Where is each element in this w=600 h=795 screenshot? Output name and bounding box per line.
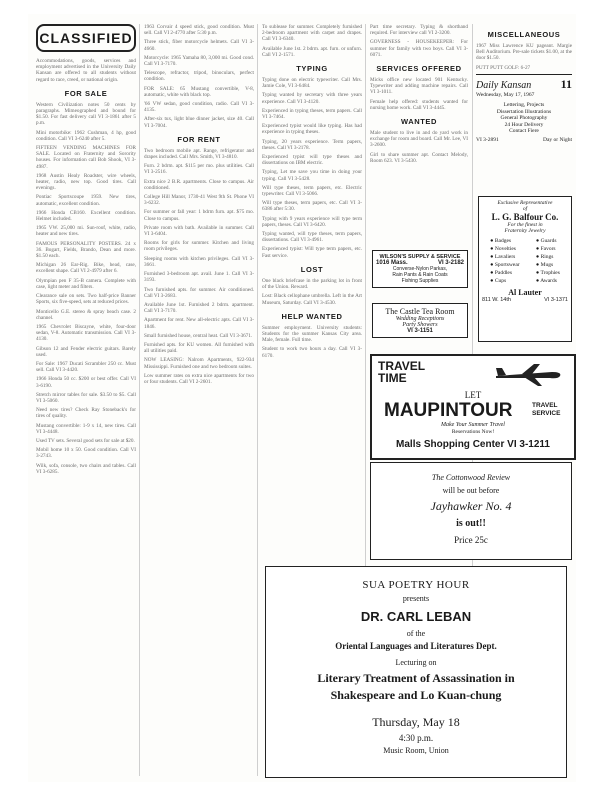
travel-time: TRAVEL TIME [378,359,425,385]
list-item: Furnished apts. for KU women. All furnished with all utilities paid. [144,341,254,355]
masthead [476,74,572,92]
list-item: ● Awards [535,278,557,284]
list-item: Mobil home 10 x 50. Good condition. Call VI 3-2743. [36,447,136,460]
section-heading-for-rent: FOR RENT [177,134,221,144]
airplane-icon [494,362,564,388]
maupintour-ad [370,354,576,460]
list-item: After-six tux, light blue dinner jacket, size 40. Call VI 3-7004. [144,116,254,129]
masthead-date: Wednesday, May 17, 1967 [476,91,535,98]
poetry-title: SUA POETRY HOUR [362,579,470,591]
poetry-lecturing: Lecturing on [395,658,437,667]
section-heading-services: SERVICES OFFERED [376,64,462,74]
list-item: Olympian pen F 35-B camera. Complete with case, light meter and filters. [36,277,136,290]
list-item: ● Lavaliers [490,254,516,260]
wilsons-phone: VI 3-2182 [437,260,464,266]
wilsons-ad [372,250,468,288]
list-item: PUTT PUTT GOLF: 6-27 [476,64,531,71]
list-item: Clearance sale on sets. Two half-price Banner Sports, six five-speed, sets at reduced prices. [36,293,136,306]
poetry-presents: presents [402,594,430,603]
list-item: Pontiac Sportscoupe 1959. New tires, automatic, excellent condition. [36,194,136,207]
column-3 [262,24,362,562]
travel-location: Malls Shopping Center VI 3-1211 [396,439,550,450]
service-line: 24 Hour Delivery [504,121,544,128]
list-item: Typing wanted, will type theses, term papers, dissertations. Call VI 3-4961. [262,231,362,244]
list-item: Will type theses, term papers, etc. Call VI 3-6386 after 5:30. [262,200,362,213]
cottonwood-line: The Cottonwood Review [431,473,511,482]
list-item: Three stick, fiber motorcycle helmets. Call VI 3-4660. [144,39,254,52]
list-item: Typing with 9 years experience will type term papers, theses. Call VI 3-6420. [262,215,362,228]
list-item: Girl to share summer apt. Contact Melody, Room 623. VI 3-5430. [370,151,468,164]
balfour-items [482,237,568,285]
service-phone: VI 3-2891 [476,136,499,143]
list-item: Experienced typist will type theses and dissertations on IBM electric. [262,154,362,167]
column-4 [370,24,468,342]
list-item: Student to work two hours a day. Call VI 3-6170. [262,346,362,359]
balfour-of: of [522,206,528,212]
service-line: Lettering, Projects [503,102,545,109]
travel-service: TRAVEL SERVICE [532,402,561,417]
section-heading-help-wanted: HELP WANTED [281,311,343,321]
balfour-name: L. G. Balfour Co. [491,212,559,222]
balfour-contact [482,297,568,303]
service-line: Dissertation Illustrations [496,108,552,115]
list-item: Sleeping rooms with kitchen privileges. Call VI 3-3661. [144,255,254,268]
classified-intro: Accommodations, goods, services and employment advertised in the University Daily Kansan are offered to all students without regard to race, creed, or national origin. [36,58,136,83]
tearoom-phone: VI 3-1151 [407,328,433,334]
poetry-of: of the [406,629,426,638]
tearoom-name: The Castle Tea Room [385,307,455,316]
cottonwood-ad [370,462,572,560]
poetry-dept: Oriental Languages and Literatures Dept. [335,641,497,651]
poetry-hour-ad [265,566,567,778]
cottonwood-line: is out!! [456,518,486,529]
wilsons-line: Converse-Nylon Parkas, [392,266,448,272]
newspaper-page [28,14,576,782]
for-sale-list [36,102,136,475]
section-heading-for-sale: FOR SALE [64,88,108,98]
travel-slogan: Make Your Summer Travel [441,422,505,428]
list-item: For summer or fall year: 1 bdrm furn. apt. $75 mo. Close to campus. [144,209,254,222]
masthead-name: Daily Kansan [476,79,532,91]
list-item: ● Paddles [490,270,512,276]
list-item: ● Rings [535,254,554,260]
list-item: One black briefcase in the parking lot in front of the Union. Reward. [262,277,362,291]
list-item: ● Favors [535,246,556,252]
list-item: Monticello G.E. stereo & spray beach case. 2 channel. [36,308,136,321]
list-item: Available June 1st. 2 bdrm. apt. furn. or unfurn. Call VI 2-1571. [262,45,362,58]
cottonwood-price: Price 25c [454,535,488,545]
masthead-page: 11 [560,76,572,91]
list-item: '66 VW sedan, good condition, radio. Call VI 3-4135. [144,101,254,114]
list-item: 1968 Austin Healy Roadster, wire wheels, heater, radio, new top. Good tires. Call evenings. [36,172,136,192]
list-item: Small furnished house, central heat. Call VI 3-3671. [144,332,253,339]
list-item: ● Guards [535,238,557,244]
list-item: Telescope, refractor, tripod, binoculars, perfect condition. [144,70,254,83]
list-item: Two bedroom mobile apt. Range, refrigerator and drapes included. Call Mrs. Smith, VI 3-4810. [144,147,254,161]
cottonwood-line: Jayhawker No. 4 [430,499,512,513]
list-item: NOW LEASING: Nalrom Apartments, 922-934 Mississippi. Furnished one and two bedroom suites. [144,357,254,370]
list-item: Michigan 26 Ear-Rig. Bike, head, case, excellent shape. Call VI 2-4979 after 6. [36,262,136,275]
service-line: General Photography [500,115,548,122]
balfour-tag: For the finest in [507,222,543,228]
list-item: Typing wanted by secretary with three years experience. Call VI 3-4120. [262,92,362,105]
section-heading-wanted: WANTED [400,117,438,127]
list-item: Stretch mirror tables for sale. $3.50 to $5. Call VI 3-5060. [36,391,136,404]
list-item: 1967 Miss Lawrence KU pageant. Margie Bell Auditorium. Pre-sale tickets $1.00, at the door $1.50. [476,43,572,62]
list-item: FOR SALE: 65 Mustang convertible, V-8, automatic, white with black top. [144,85,254,98]
poetry-time: 4:30 p.m. [398,733,434,743]
list-item: Will type theses, term papers, etc. Electric typewriter. Call VI 3-5066. [262,184,362,198]
section-heading-typing: TYPING [296,64,328,74]
list-item: ● Cups [490,278,507,284]
list-item: FIFTEEN VENDING MACHINES FOR SALE. Located on Fraternity and Sorority houses. For information call Bob Shook, VI 3-4987. [36,145,136,170]
list-item: 1966 Honda CB160. Excellent condition. Helmet included. [36,209,136,223]
section-heading-lost: LOST [300,264,324,274]
list-item: Part time secretary. Typing & shorthand required. For interview call VI 2-3200. [370,24,468,37]
poetry-topic: Shakespeare and Lo Kuan-chung [330,688,502,702]
list-item: To sublease for summer. Completely furnished 2-bedroom apartment with carpet and drapes. Call VI 3-6340. [262,24,362,43]
list-item: For Sale: 1967 Ducati Scrambler 250 cc. Must sell. Call VI 3-4420. [36,360,136,374]
wilsons-line: Rain Pants & Rain Coats [392,272,448,278]
travel-let: LET [464,390,482,400]
list-item: Available June 1st. Furnished 2 bdrm. apartment. Call VI 3-7170. [144,301,254,315]
list-item: Furn. 2 bdrm. apt. $115 per mo. plus utilities. Call VI 3-2516. [144,163,254,176]
service-hours: Day or Night [542,136,572,143]
column-rule [139,24,140,776]
list-item: Lost: Black cellophane umbrella. Left in the Art Museum, Saturday. Call VI 3-4530. [262,293,362,306]
list-item: Motorcycle: 1965 Yamaha 80, 3,000 mi. Good cond. Call VI 3-7170. [144,54,254,68]
tearoom-ad [372,303,468,338]
list-item: Mustang convertible: 1-9 x 14, new tires. Call VI 3-4448. [36,422,136,435]
list-item: Female help offered: students wanted for nursing home work. Call VI 3-4445. [370,98,468,111]
balfour-rep: Al Lauter [508,288,542,297]
travel-slogan: Reservations Now! [451,429,495,435]
list-item: FAMOUS PERSONALITY POSTERS. 24 x 36. Bogart, Fields, Brando, Dean and more. $1.50 each. [36,240,136,260]
service-phones [476,137,572,144]
list-item: ● Mugs [535,262,554,268]
service-line: Contact Fiere [509,128,539,135]
list-item: College Hill Manor, 1730-41 West 9th St. Phone VI 3-6232. [144,194,254,207]
list-item: Experienced typist: Will type term papers, etc. Fast service. [262,246,362,259]
list-item: ● Novelties [490,246,516,252]
balfour-top: Exclusive Representative [497,200,553,206]
list-item: Micks office new located 901 Kentucky. Typewriter and adding machine repairs. Call VI 3-1011. [370,77,468,96]
list-item: Typing done on electric typewriter. Call Mrs. Jamie Cole, VI 3-6484. [262,77,362,90]
wilsons-line: Fishing Supplies [401,278,439,284]
travel-brand: MAUPINTOUR [384,400,513,421]
column-rule [257,24,258,776]
poetry-topic: Literary Treatment of Assassination in [317,671,515,685]
list-item: Experienced typist would like typing. Has had experience in typing theses. [262,123,362,136]
classified-title: CLASSIFIED [36,24,136,52]
column-2 [144,24,254,776]
column-1 [36,24,136,776]
list-item: 1965 Chevrolet Biscayne, white, four-door sedan, V-8. Automatic transmission. Call VI 3-4130. [36,323,136,343]
list-item: Typing, Let me save you time in doing your typing. Call VI 3-5428. [262,169,362,182]
balfour-items-left [490,237,519,285]
list-item: Used TV sets. Several good sets for sale at $20. [36,437,135,444]
list-item: Need new tires? Check Ray Stoneback's for tires of quality. [36,407,136,420]
list-item: 1966 Honda 50 cc. $200 or best offer. Call VI 3-6190. [36,376,136,389]
list-item: Mini motorbike: 1962 Cushman, 4 hp, good condition. Call VI 3-6240 after 5. [36,129,136,142]
tearoom-line: Party Showers [402,322,438,328]
list-item: Rooms for girls for summer. Kitchen and living room privileges. [144,240,254,253]
poetry-day: Thursday, May 18 [372,715,460,729]
balfour-tag: Fraternity Jewelry [504,228,546,234]
section-heading-misc: MISCELLANEOUS [487,30,561,39]
wilsons-address: 1016 Mass. [376,260,408,266]
balfour-ad [478,196,572,342]
balfour-phone: VI 3-1371 [544,297,568,303]
list-item: Extra nice 2 B.R. apartments. Close to campus. Air conditioned. [144,178,254,191]
list-item: Low summer rates on extra nice apartments for two or four students. Call VI 2-2601. [144,372,254,385]
list-item: 1965 VW. 25,000 mi. Sun-roof, white, radio, heater and new tires. [36,225,136,238]
list-item: 1963 Corvair 4 speed stick, good condition. Must sell. Call VI 2-4770 after 5:30 p.m. [144,24,254,37]
tearoom-line: Wedding Receptions [395,316,445,322]
balfour-address: 811 W. 14th [482,297,511,303]
list-item: GOVERNESS - HOUSEKEEPER: For summer for family with two boys. Call VI 3-6071. [370,39,468,58]
list-item: Western Civilization notes 50 cents by paragraphs. Mimeographed and bound for $1.50. For fast delivery call VI 3-1861 after 5 p.m. [36,101,136,127]
wilsons-name: WILSON'S SUPPLY & SERVICE [379,254,461,260]
list-item: Typing, 20 years experience. Term papers, theses. Call VI 3-2178. [262,138,362,151]
list-item: ● Sportswear [490,262,520,268]
list-item: Apartment for rent. New all-electric apts. Call VI 3-1846. [144,317,254,330]
list-item: Male student to live in and do yard work in exchange for room and board. Call Mr. Lee, VI 3-2600. [370,130,468,149]
list-item: Summer employment. University students: Students for the summer Kansas City area. Male, female. Full time. [262,324,362,344]
list-item: Gibson 12 and Fender electric guitars. Barely used. [36,345,136,358]
list-item: Private room with bath. Available in summer. Call VI 3-6404. [144,224,254,238]
poetry-speaker: DR. CARL LEBAN [360,609,472,624]
list-item: Two furnished apts. for summer. Air conditioned. Call VI 3-2683. [144,286,254,299]
list-item: ● Badges [490,238,512,244]
list-item: Wilk, sofa, console, two chairs and tables. Call VI 3-6285. [36,462,136,475]
cottonwood-line: will be out before [442,486,500,495]
list-item: Furnished 3-bedroom apt. avail. June 1. Call VI 3-3193. [144,271,254,284]
service-list [476,102,572,135]
list-item: ● Trophies [535,270,560,276]
poetry-place: Music Room, Union [383,746,449,755]
balfour-items-right [536,237,560,285]
list-item: Experienced in typing theses, term papers. Call VI 3-7464. [262,107,362,121]
